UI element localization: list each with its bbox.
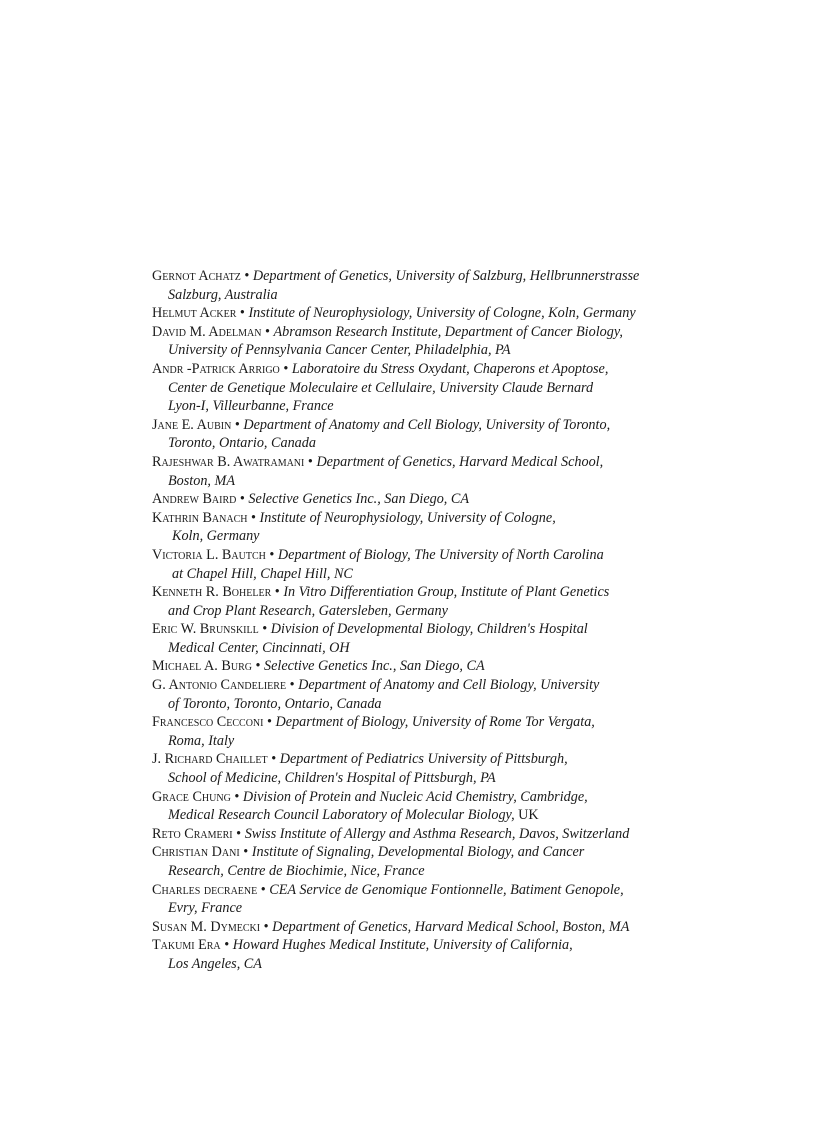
contributor-name: Gernot Achatz <box>152 268 241 284</box>
entry-first-line <box>152 360 672 379</box>
bullet-separator: • <box>255 658 261 675</box>
affiliation-continuation: Research, Centre de Biochimie, Nice, France <box>168 863 425 879</box>
affiliation-text: Institute of Signaling, Developmental Biology, and Cancer <box>251 844 585 861</box>
bullet-separator: • <box>274 584 280 601</box>
affiliation-continuation: Los Angeles, CA <box>168 955 262 972</box>
bullet-separator: • <box>283 360 289 377</box>
contributor-name: Helmut Acker <box>152 305 237 322</box>
contributor-name: Victoria L. Bautch <box>152 546 266 563</box>
affiliation-text: Department of Genetics, Harvard Medical School, Boston, MA <box>272 918 630 935</box>
contributor-entry <box>152 918 672 937</box>
contributor-entry <box>152 843 672 880</box>
bullet-separator: • <box>239 305 245 322</box>
affiliation-text: CEA Service de Genomique Fontionnelle, Batiment Genopole, <box>269 881 624 898</box>
contributor-name: G. Antonio Candeliere <box>152 677 290 694</box>
affiliation-text: In Vitro Differentiation Group, Institute of Plant Genetics <box>283 584 610 601</box>
affiliation-text: Institute of Neurophysiology, University of Cologne, <box>259 509 556 526</box>
affiliation-text: Department of Anatomy and Cell Biology, University of Toronto, <box>243 416 611 433</box>
affiliation-continuation: Evry, France <box>168 900 243 917</box>
affiliation-text: Howard Hughes Medical Institute, University of California, <box>232 937 573 954</box>
affiliation-text: Swiss Institute of Allergy and Asthma Research, Davos, Switzerland <box>244 825 630 842</box>
contributor-name: Charles decraene <box>152 881 258 898</box>
entry-first-line <box>152 267 672 286</box>
affiliation-continuation: Salzburg, Australia <box>168 286 278 303</box>
contributor-entry <box>152 583 672 620</box>
bullet-separator: • <box>251 509 256 526</box>
bullet-separator: • <box>224 937 230 954</box>
entry-first-line <box>152 825 672 844</box>
contributor-name: Kathrin Banach <box>152 509 252 526</box>
entry-first-line <box>152 936 672 955</box>
contributor-name: Andrew Baird <box>152 491 237 508</box>
entry-first-line <box>152 788 672 807</box>
entry-first-line <box>152 713 672 732</box>
entry-first-line <box>152 546 672 565</box>
entry-first-line <box>152 676 672 695</box>
contributor-entry <box>152 546 672 583</box>
entry-first-line <box>152 843 672 862</box>
affiliation-text: Laboratoire du Stress Oxydant, Chaperons et Apoptose, <box>291 360 609 377</box>
bullet-separator: • <box>234 416 240 433</box>
bullet-separator: • <box>262 621 268 638</box>
affiliation-text: Department of Biology, The University of North Carolina <box>277 546 604 563</box>
affiliation-continuation: Toronto, Ontario, Canada <box>168 435 316 452</box>
contributor-name: Reto Crameri <box>152 825 233 842</box>
affiliation-text: Division of Protein and Nucleic Acid Chemistry, Cambridge, <box>242 788 588 805</box>
entry-first-line <box>152 583 672 602</box>
bullet-separator: • <box>239 491 245 508</box>
contributor-name: Christian Dani <box>152 844 240 861</box>
affiliation-continuation: Medical Center, Cincinnati, OH <box>168 639 350 656</box>
affiliation-continuation: at Chapel Hill, Chapel Hill, NC <box>172 565 353 582</box>
entry-first-line <box>152 304 672 323</box>
contributor-entry <box>152 825 672 844</box>
bullet-separator: • <box>260 881 266 898</box>
contributor-entry <box>152 657 672 676</box>
affiliation-continuation: of Toronto, Toronto, Ontario, Canada <box>168 695 382 712</box>
contributor-name: Grace Chung <box>152 788 231 805</box>
affiliation-text: Medical Research Council Laboratory of Molecular Biology, <box>168 807 515 824</box>
contributor-entry <box>152 936 672 973</box>
entry-first-line <box>152 323 672 342</box>
affiliation-continuation: Roma, Italy <box>168 732 235 749</box>
contributor-entry <box>152 416 672 453</box>
entry-first-line <box>152 416 672 435</box>
contributor-name: J. Richard Chaillet <box>152 751 268 768</box>
contributor-entry <box>152 788 672 825</box>
affiliation-continuation <box>152 806 672 825</box>
affiliation-continuation: Lyon-I, Villeurbanne, France <box>168 398 334 415</box>
contributor-entry <box>152 360 672 416</box>
bullet-separator: • <box>289 677 295 694</box>
contributor-entry <box>152 490 672 509</box>
affiliation-text: Selective Genetics Inc., San Diego, CA <box>264 658 485 675</box>
contributor-name: Andr -Patrick Arrigo <box>152 360 280 377</box>
affiliation-continuation: Center de Genetique Moleculaire et Cellulaire, University Claude Bernard <box>168 379 594 396</box>
contributor-entry <box>152 676 672 713</box>
affiliation-text: Department of Anatomy and Cell Biology, University <box>298 677 600 694</box>
affiliation-text: Department of Pediatrics University of Pittsburgh, <box>279 751 568 768</box>
entry-first-line <box>152 620 672 639</box>
contributor-name: David M. Adelman <box>152 323 262 340</box>
entry-first-line <box>152 509 672 528</box>
affiliation-continuation: School of Medicine, Children's Hospital of Pittsburgh, PA <box>168 770 496 787</box>
entry-first-line <box>152 657 672 676</box>
affiliation-text: Abramson Research Institute, Department of Cancer Biology, <box>273 323 623 340</box>
entry-first-line <box>152 490 672 509</box>
contributor-entry <box>152 713 672 750</box>
affiliation-text: Department of Genetics, Harvard Medical School, <box>316 453 604 470</box>
contributor-entry <box>152 304 672 323</box>
affiliation-continuation: Koln, Germany <box>172 528 260 545</box>
bullet-separator: • <box>244 268 250 284</box>
entry-first-line <box>152 750 672 769</box>
contributor-entry <box>152 323 672 360</box>
contributor-entry <box>152 881 672 918</box>
affiliation-continuation: and Crop Plant Research, Gatersleben, Germany <box>168 602 448 619</box>
bullet-separator: • <box>263 918 269 935</box>
contributor-list <box>152 267 672 974</box>
entry-first-line <box>152 453 672 472</box>
affiliation-text: Institute of Neurophysiology, University of Cologne, Koln, Germany <box>248 305 636 322</box>
affiliation-text: Department of Genetics, University of Salzburg, Hellbrunnerstrasse <box>252 268 640 284</box>
contributor-name: Francesco Cecconi <box>152 714 264 731</box>
contributor-name: Eric W. Brunskill <box>152 621 259 638</box>
contributor-name: Rajeshwar B. Awatramani <box>152 453 305 470</box>
affiliation-continuation: University of Pennsylvania Cancer Center, Philadelphia, PA <box>168 342 511 359</box>
bullet-separator: • <box>267 714 272 731</box>
affiliation-continuation: Boston, MA <box>168 472 235 489</box>
contributor-name: Michael A. Burg <box>152 658 252 675</box>
contributor-entry <box>152 509 672 546</box>
affiliation-text: Selective Genetics Inc., San Diego, CA <box>248 491 470 508</box>
bullet-separator: • <box>243 844 249 861</box>
bullet-separator: • <box>271 751 277 768</box>
country-code: UK <box>514 807 539 824</box>
bullet-separator: • <box>234 788 240 805</box>
affiliation-text: Department of Biology, University of Rome Tor Vergata, <box>275 714 595 731</box>
contributor-entry <box>152 620 672 657</box>
contributor-entry <box>152 453 672 490</box>
contributor-name: Takumi Era <box>152 937 221 954</box>
bullet-separator: • <box>307 453 313 470</box>
contributor-name: Susan M. Dymecki <box>152 918 261 935</box>
bullet-separator: • <box>269 546 275 563</box>
bullet-separator: • <box>265 323 270 340</box>
affiliation-text: Division of Developmental Biology, Children's Hospital <box>270 621 588 638</box>
contributor-name: Kenneth R. Boheler <box>152 584 272 601</box>
contributor-entry <box>152 750 672 787</box>
contributor-name: Jane E. Aubin <box>152 416 235 433</box>
entry-first-line <box>152 918 672 937</box>
entry-first-line <box>152 881 672 900</box>
bullet-separator: • <box>236 825 242 842</box>
contributor-entry <box>152 267 672 304</box>
